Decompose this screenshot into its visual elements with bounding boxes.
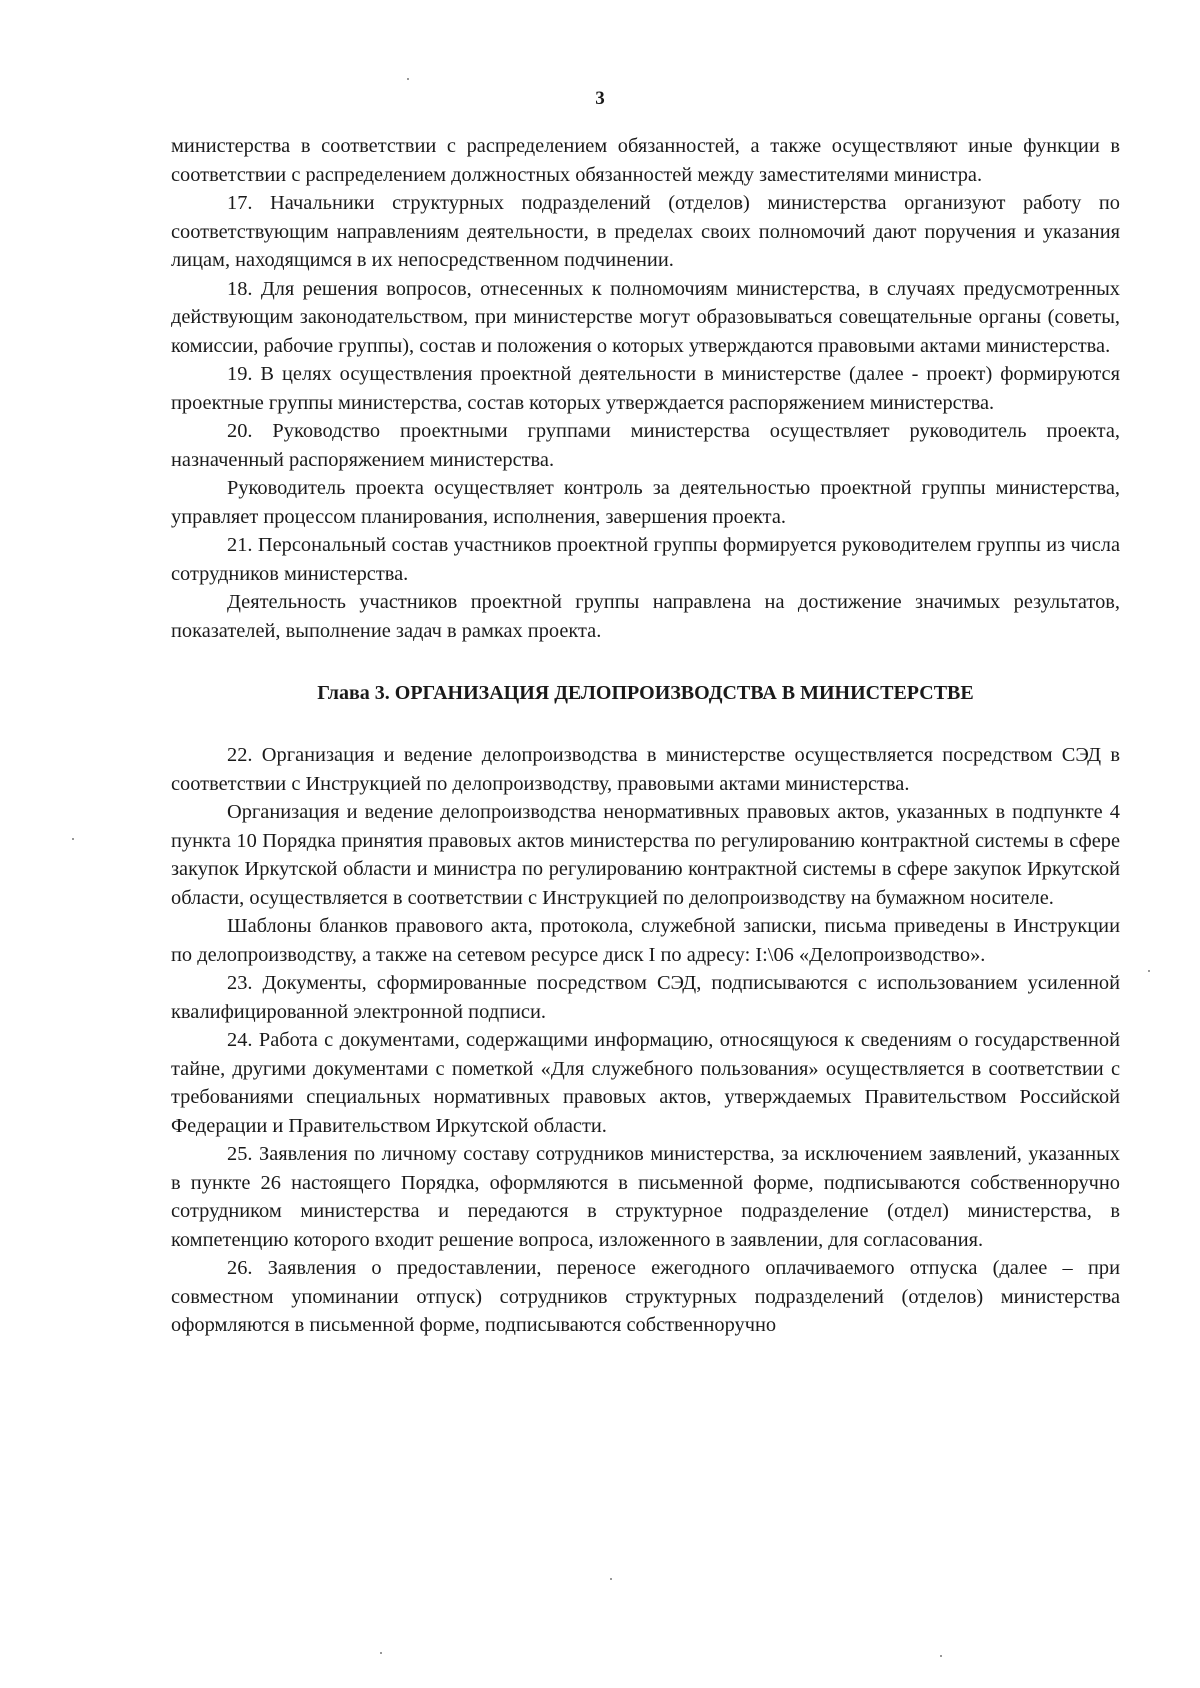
page-number: 3: [595, 88, 605, 109]
paragraphs-before-heading: [171, 132, 1120, 645]
scan-speck: [380, 1652, 382, 1654]
paragraph: 24. Работа с документами, содержащими информацию, относящуюся к сведениям о государственной тайне, другими документами с пометкой «Для служебного пользования» осуществляется в соответствии с требованиями специальных нормативных правовых актов, утверждаемых Правительством Российской Федерации и Правительством Иркутской области.: [171, 1029, 1120, 1137]
paragraph: Организация и ведение делопроизводства ненормативных правовых актов, указанных в подпункте 4 пункта 10 Порядка принятия правовых актов министерства по регулированию контрактной системы в сфере закупок Иркутской области и министра по регулированию контрактной системы в сфере закупок Иркутской области, осуществляется в соответствии с Инструкцией по делопроизводству на бумажном носителе.: [171, 801, 1120, 909]
scan-speck: [72, 838, 74, 840]
paragraph: 21. Персональный состав участников проектной группы формируется руководителем группы из числа сотрудников министерства.: [171, 534, 1120, 585]
paragraph: 22. Организация и ведение делопроизводства в министерстве осуществляется посредством СЭД в соответствии с Инструкцией по делопроизводству, правовыми актами министерства.: [171, 744, 1120, 795]
paragraph: 19. В целях осуществления проектной деятельности в министерстве (далее - проект) формируются проектные группы министерства, состав которых утверждается распоряжением министерства.: [171, 363, 1120, 414]
document-body: [171, 132, 1120, 1340]
paragraphs-after-heading: [171, 741, 1120, 1340]
paragraph: Деятельность участников проектной группы направлена на достижение значимых результатов, показателей, выполнение задач в рамках проекта.: [171, 591, 1120, 642]
paragraph: 18. Для решения вопросов, отнесенных к полномочиям министерства, в случаях предусмотренных действующим законодательством, при министерстве могут образовываться совещательные органы (советы, комиссии, рабочие группы), состав и положения о которых утверждаются правовыми актами министерства.: [171, 277, 1120, 357]
scan-speck: [610, 1578, 612, 1580]
paragraph: Руководитель проекта осуществляет контроль за деятельностью проектной группы министерства, управляет процессом планирования, исполнения, завершения проекта.: [171, 477, 1120, 528]
paragraph: 25. Заявления по личному составу сотрудников министерства, за исключением заявлений, указанных в пункте 26 настоящего Порядка, оформляются в письменной форме, подписываются собственноручно сотрудником министерства и передаются в структурное подразделение (отдел) министерства, в компетенцию которого входит решение вопроса, изложенного в заявлении, для согласования.: [171, 1143, 1120, 1251]
scan-speck: [1148, 970, 1150, 972]
paragraph: министерства в соответствии с распределением обязанностей, а также осуществляют иные функции в соответствии с распределением должностных обязанностей между заместителями министра.: [171, 135, 1120, 186]
paragraph: Шаблоны бланков правового акта, протокола, служебной записки, письма приведены в Инструкции по делопроизводству, а также на сетевом ресурсе диск I по адресу: I:\06 «Делопроизводство».: [171, 915, 1120, 966]
scan-speck: [940, 1655, 942, 1657]
scan-speck: [407, 78, 409, 80]
paragraph: 20. Руководство проектными группами министерства осуществляет руководитель проекта, назначенный распоряжением министерства.: [171, 420, 1120, 471]
paragraph: 26. Заявления о предоставлении, переносе ежегодного оплачиваемого отпуска (далее – при совместном упоминании отпуск) сотрудников структурных подразделений (отделов) министерства оформляются в письменной форме, подписываются собственноручно: [171, 1257, 1120, 1336]
chapter-heading: Глава 3. ОРГАНИЗАЦИЯ ДЕЛОПРОИЗВОДСТВА В МИНИСТЕРСТВЕ: [317, 682, 974, 704]
paragraph: 17. Начальники структурных подразделений (отделов) министерства организуют работу по соответствующим направлениям деятельности, в пределах своих полномочий дают поручения и указания лицам, находящимся в их непосредственном подчинении.: [171, 192, 1120, 271]
paragraph: 23. Документы, сформированные посредством СЭД, подписываются с использованием усиленной квалифицированной электронной подписи.: [171, 972, 1120, 1023]
